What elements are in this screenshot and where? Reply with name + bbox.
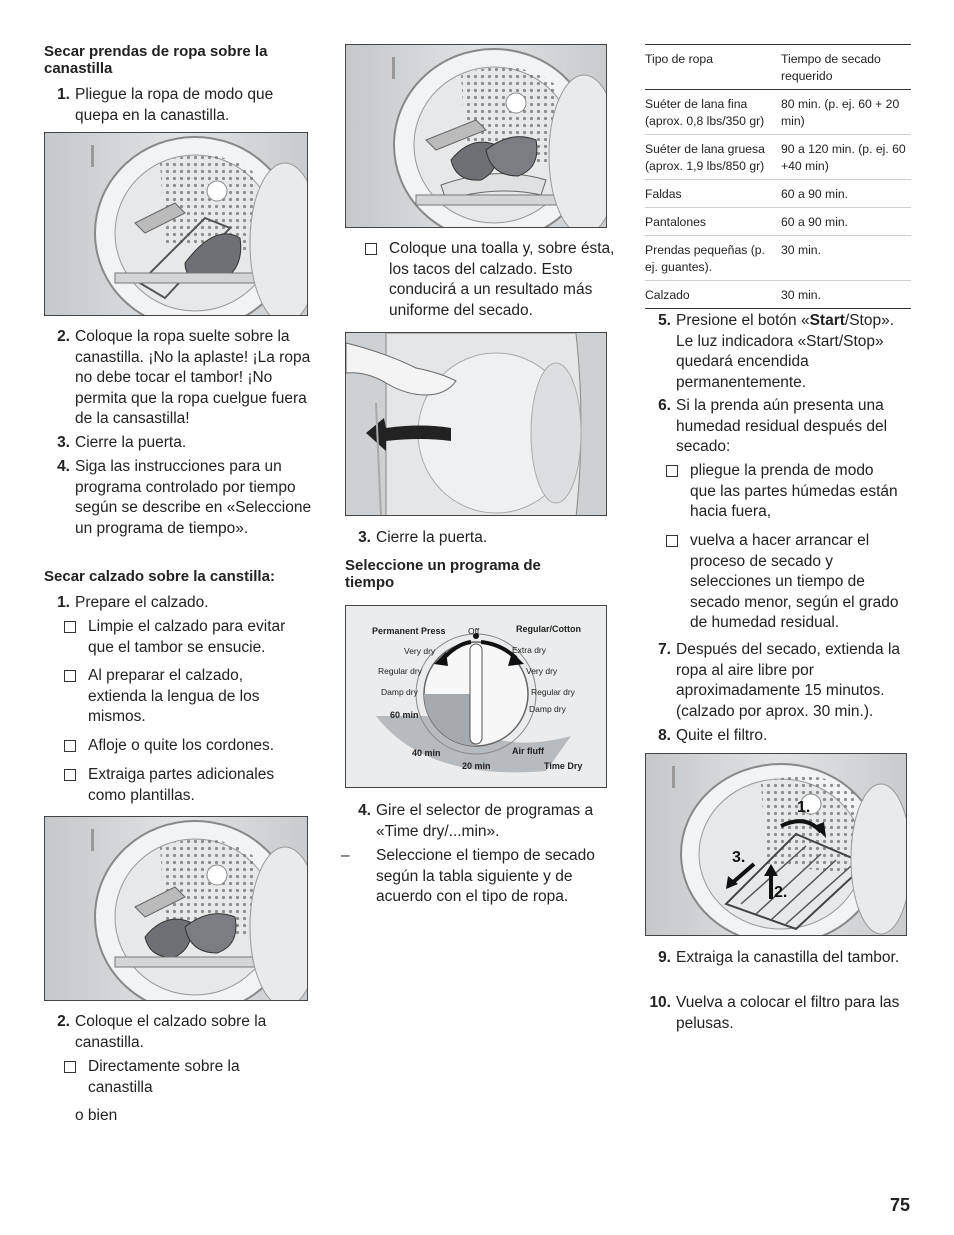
- table-row: [645, 90, 911, 135]
- dial-label: Regular/Cotton: [516, 624, 581, 634]
- step-number: 8.: [658, 727, 671, 744]
- dial-label: Permanent Press: [372, 626, 446, 636]
- step-number: 1.: [57, 86, 70, 103]
- figure-close-door: [345, 332, 607, 516]
- step-text: Presione el botón «Start/Stop». Le luz indicadora «Start/Stop» quedará encendida permanentemente.: [676, 312, 895, 391]
- figure-dryer-shoes-basket: [44, 816, 308, 1001]
- figure-remove-basket: [645, 753, 907, 936]
- step-number: 2.: [57, 328, 70, 345]
- table-header-cell: Tipo de ropa: [645, 45, 781, 90]
- step-number: 2.: [57, 1013, 70, 1030]
- step-text: Coloque el calzado sobre la canastilla.: [75, 1013, 267, 1051]
- checkbox-bullet-icon: [64, 621, 76, 633]
- step-text: Coloque la ropa suelte sobre la canastilla. ¡No la aplaste! ¡La ropa no debe tocar el tambor! ¡No permita que la ropa cuelgue fuera de la cansastilla!: [75, 328, 311, 427]
- dial-label: Regular dry: [531, 687, 575, 697]
- dial-label: Very dry: [526, 666, 558, 676]
- figure-dryer-shoes-towel: [345, 44, 607, 228]
- step-number: 6.: [658, 397, 671, 414]
- start-label: Start: [809, 312, 845, 329]
- dial-label: Damp dry: [381, 687, 418, 697]
- drying-time-table: [645, 44, 911, 309]
- step-number: 1.: [57, 594, 70, 611]
- step-number: 4.: [57, 458, 70, 475]
- table-row: [645, 208, 911, 236]
- heading-dry-shoes: Secar calzado sobre la canstilla:: [44, 568, 275, 585]
- heading-select-time-program: Seleccione un programa de tiempo: [345, 557, 541, 591]
- figure-dryer-clothes-basket: [44, 132, 308, 316]
- table-cell: Faldas: [645, 180, 781, 208]
- table-row: [645, 180, 911, 208]
- table-cell: Pantalones: [645, 208, 781, 236]
- table-row: [645, 135, 911, 180]
- step-text: Prepare el calzado.: [75, 594, 209, 611]
- table-cell: 30 min.: [781, 236, 911, 281]
- figure-label: 2.: [774, 884, 788, 901]
- checkbox-bullet-icon: [64, 740, 76, 752]
- step-text: Extraiga la canastilla del tambor.: [676, 949, 900, 966]
- dial-label: Air fluff: [512, 746, 544, 756]
- table-row: [645, 281, 911, 309]
- step-text: Cierre la puerta.: [376, 529, 488, 546]
- step-text: Después del secado, extienda la ropa al aire libre por aproximadamente 15 minutos. (calzado por aprox. 30 min.).: [676, 641, 901, 720]
- figure-program-dial: [345, 605, 607, 788]
- table-cell: Suéter de lana gruesa (aprox. 1,9 lbs/850 gr): [645, 135, 781, 180]
- step-number: 5.: [658, 312, 671, 329]
- step-text: Siga las instrucciones para un programa controlado por tiempo según se describe en «Seleccione un programa de tiempo».: [75, 458, 312, 537]
- step-text: Pliegue la ropa de modo que quepa en la canastilla.: [75, 86, 274, 124]
- step-number: 4.: [358, 802, 371, 819]
- table-cell: 90 a 120 min. (p. ej. 60 +40 min): [781, 135, 911, 180]
- table-cell: 60 a 90 min.: [781, 180, 911, 208]
- dial-label: Extra dry: [512, 645, 547, 655]
- checkbox-bullet-icon: [666, 535, 678, 547]
- table-cell: 30 min.: [781, 281, 911, 309]
- step-number: 9.: [658, 949, 671, 966]
- step-text: Seleccione el tiempo de secado según la tabla siguiente y de acuerdo con el tipo de ropa.: [376, 847, 595, 905]
- step-number: 7.: [658, 641, 671, 658]
- figure-label: 3.: [732, 849, 746, 866]
- step-text: Vuelva a colocar el filtro para las pelusas.: [676, 994, 900, 1032]
- checkbox-bullet-icon: [64, 1061, 76, 1073]
- checkbox-bullet-icon: [365, 243, 377, 255]
- step-text: Cierre la puerta.: [75, 434, 187, 451]
- dial-label: Very dry: [404, 646, 436, 656]
- page-number: 75: [889, 1195, 910, 1215]
- dial-label: Damp dry: [529, 704, 566, 714]
- dial-label: 40 min: [412, 748, 441, 758]
- table-header-cell: Tiempo de secado requerido: [781, 45, 911, 90]
- table-cell: Prendas pequeñas (p. ej. guantes).: [645, 236, 781, 281]
- step-text: Gire el selector de programas a «Time dry/...min».: [376, 802, 594, 840]
- heading-dry-clothes-basket: Secar prendas de ropa sobre la canastilla: [44, 43, 268, 77]
- or-text: o bien: [75, 1107, 118, 1124]
- table-cell: 80 min. (p. ej. 60 + 20 min): [781, 90, 911, 135]
- dial-label: Off: [468, 626, 480, 636]
- dial-label: Regular dry: [378, 666, 422, 676]
- step-text: Si la prenda aún presenta una humedad residual después del secado:: [676, 397, 888, 455]
- step-number: 10.: [649, 994, 671, 1011]
- checkbox-bullet-icon: [64, 670, 76, 682]
- table-cell: Suéter de lana fina (aprox. 0,8 lbs/350 gr): [645, 90, 781, 135]
- step-number: 3.: [358, 529, 371, 546]
- table-row: [645, 236, 911, 281]
- dial-label: 20 min: [462, 761, 491, 771]
- figure-label: 1.: [797, 799, 811, 816]
- dial-label: 60 min: [390, 710, 419, 720]
- dash-marker: –: [341, 847, 350, 864]
- checkbox-bullet-icon: [666, 465, 678, 477]
- table-cell: Calzado: [645, 281, 781, 309]
- step-text: Quite el filtro.: [676, 727, 768, 744]
- dial-label: Time Dry: [544, 761, 583, 771]
- checkbox-bullet-icon: [64, 769, 76, 781]
- step-number: 3.: [57, 434, 70, 451]
- table-header-row: [645, 45, 911, 90]
- table-cell: 60 a 90 min.: [781, 208, 911, 236]
